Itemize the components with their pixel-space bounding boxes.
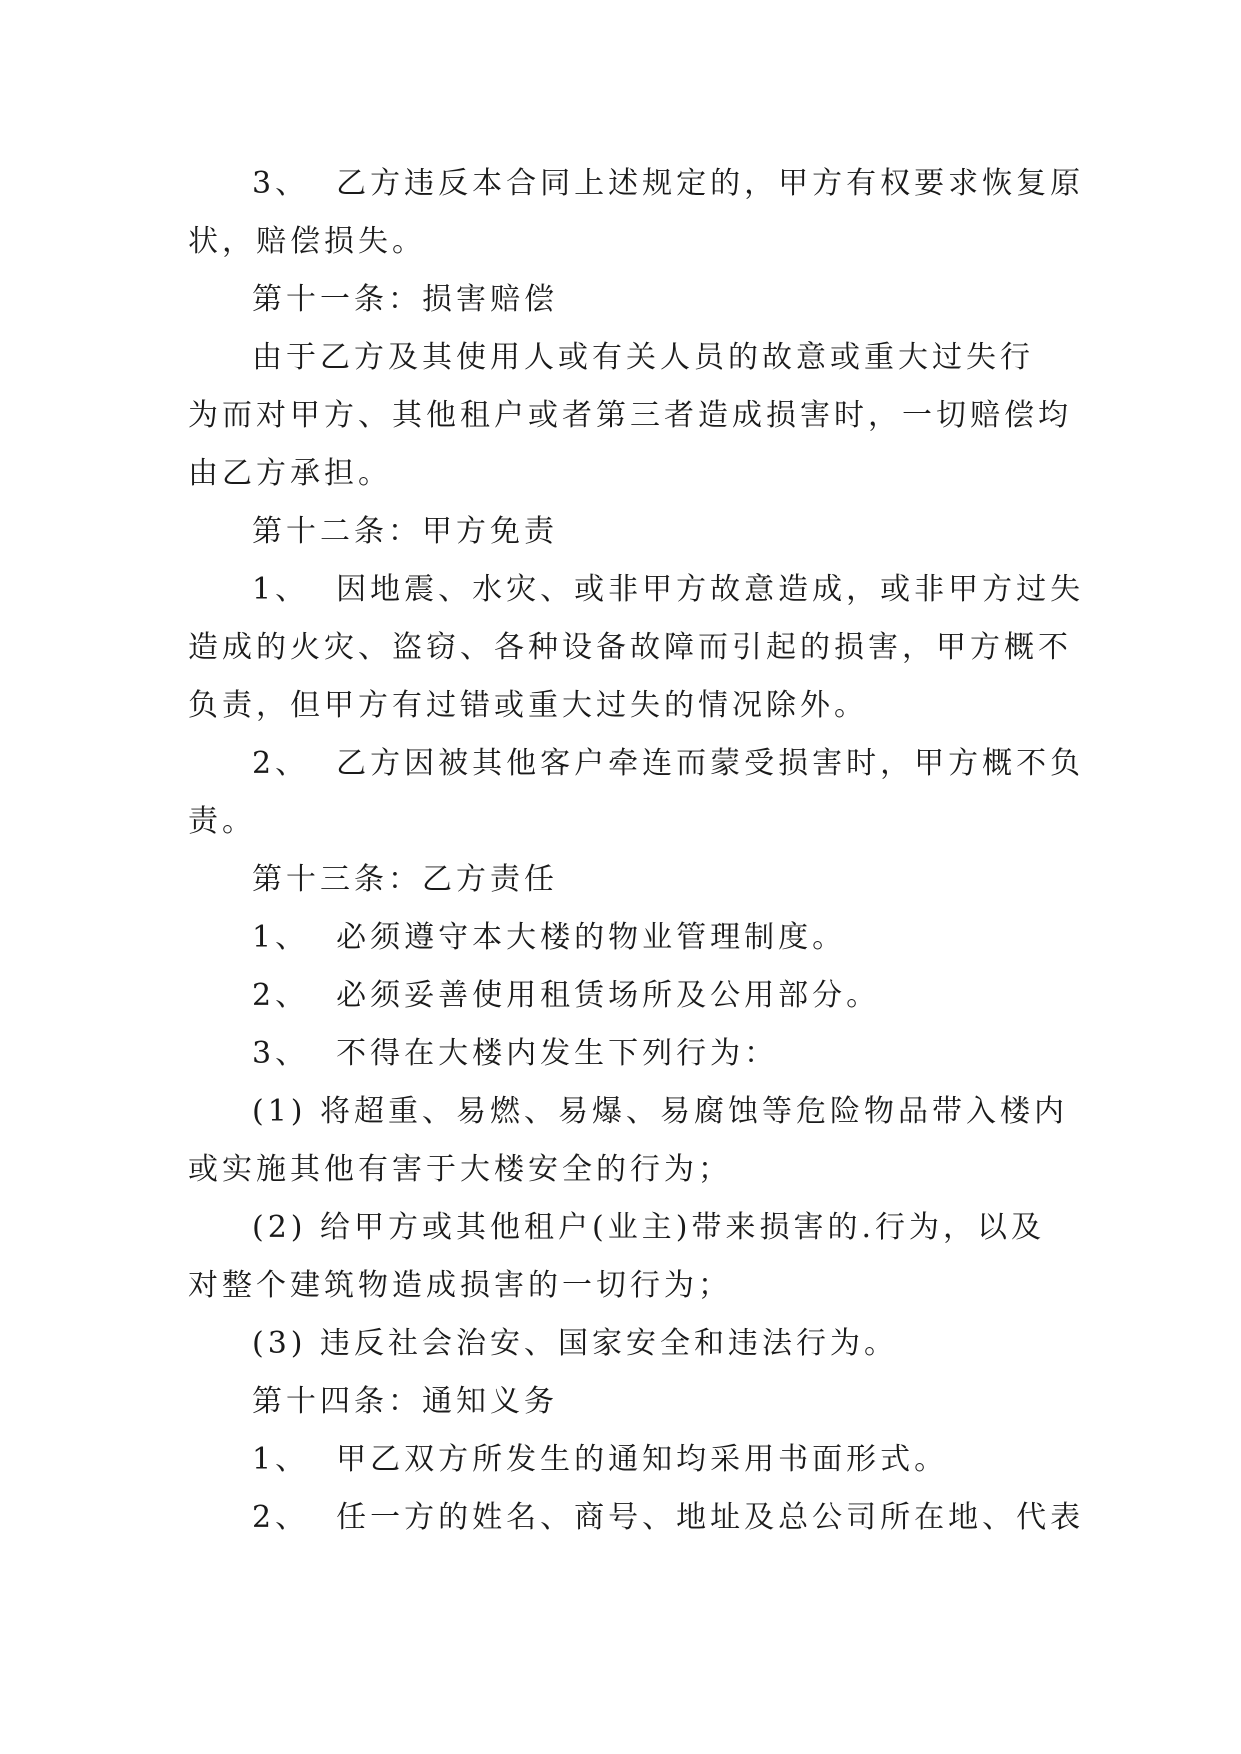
text-line: 3、 不得在大楼内发生下列行为： [252,1036,779,1071]
text-line: 第十四条：通知义务 [252,1384,558,1419]
text-line: 2、 乙方因被其他客户牵连而蒙受损害时，甲方概不负 [252,746,1085,781]
text-line: 第十三条：乙方责任 [252,862,558,897]
text-line: 1、 因地震、水灾、或非甲方故意造成，或非甲方过失 [252,572,1085,607]
text-line: 1、 必须遵守本大楼的物业管理制度。 [252,920,847,955]
text-line: (2) 给甲方或其他租户(业主)带来损害的.行为，以及 [252,1210,1045,1245]
text-line: 负责，但甲方有过错或重大过失的情况除外。 [188,688,868,723]
text-line: (3) 违反社会治安、国家安全和违法行为。 [252,1326,899,1361]
text-line: 责。 [188,804,256,839]
text-line: 3、 乙方违反本合同上述规定的，甲方有权要求恢复原 [252,166,1085,201]
text-line: (1) 将超重、易燃、易爆、易腐蚀等危险物品带入楼内 [252,1094,1069,1129]
text-line: 由于乙方及其使用人或有关人员的故意或重大过失行 [252,340,1034,375]
text-line: 由乙方承担。 [188,456,392,491]
text-line: 造成的火灾、盗窃、各种设备故障而引起的损害，甲方概不 [188,630,1072,665]
text-line: 为而对甲方、其他租户或者第三者造成损害时，一切赔偿均 [188,398,1072,433]
text-line: 第十一条：损害赔偿 [252,282,558,317]
text-line: 对整个建筑物造成损害的一切行为； [188,1268,732,1303]
text-line: 1、 甲乙双方所发生的通知均采用书面形式。 [252,1442,949,1477]
text-line: 状，赔偿损失。 [188,224,426,259]
text-line: 或实施其他有害于大楼安全的行为； [188,1152,732,1187]
text-line: 2、 任一方的姓名、商号、地址及总公司所在地、代表 [252,1500,1085,1535]
text-line: 第十二条：甲方免责 [252,514,558,549]
text-line: 2、 必须妥善使用租赁场所及公用部分。 [252,978,881,1013]
document-body [188,155,1085,1547]
